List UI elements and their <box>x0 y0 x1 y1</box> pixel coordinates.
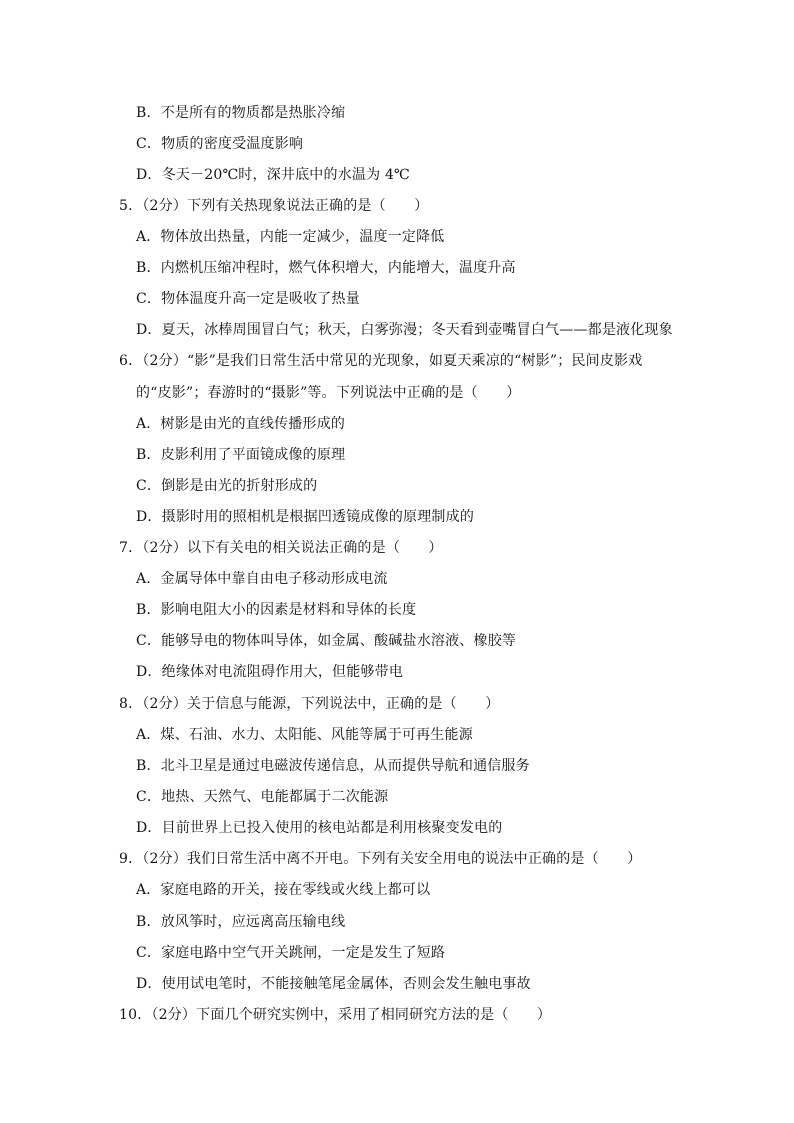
q10-stem: 10．（2分）下面几个研究实例中，采用了相同研究方法的是（ ） <box>119 1007 552 1023</box>
q6-option-c: C．倒影是由光的折射形成的 <box>136 478 318 494</box>
q5-option-a: A．物体放出热量，内能一定减少，温度一定降低 <box>136 229 445 245</box>
q9-option-b: B．放风筝时，应远离高压输电线 <box>136 914 346 930</box>
q7-option-b: B．影响电阻大小的因素是材料和导体的长度 <box>136 602 417 618</box>
q7-stem: 7．（2分）以下有关电的相关说法正确的是（ ） <box>119 540 443 556</box>
q4-option-d: D．冬天－20℃时，深井底中的水温为 4℃ <box>136 167 410 183</box>
q9-option-a: A．家庭电路的开关，接在零线或火线上都可以 <box>136 882 431 898</box>
q5-option-b: B．内燃机压缩冲程时，燃气体积增大，内能增大，温度升高 <box>136 260 516 276</box>
q8-option-c: C．地热、天然气、电能都属于二次能源 <box>136 789 389 805</box>
q4-option-c: C．物质的密度受温度影响 <box>136 136 304 152</box>
q9-option-d: D．使用试电笔时，不能接触笔尾金属体，否则会发生触电事故 <box>136 976 531 992</box>
q8-option-d: D．目前世界上已投入使用的核电站都是利用核聚变发电的 <box>136 820 503 836</box>
q6-option-a: A．树影是由光的直线传播形成的 <box>136 416 346 432</box>
q8-stem: 8．（2分）关于信息与能源，下列说法中，正确的是（ ） <box>119 696 500 712</box>
q8-option-b: B．北斗卫星是通过电磁波传递信息，从而提供导航和通信服务 <box>136 758 530 774</box>
q7-option-d: D．绝缘体对电流阻碍作用大，但能够带电 <box>136 664 404 680</box>
q7-option-c: C．能够导电的物体叫导体，如金属、酸碱盐水溶液、橡胶等 <box>136 633 517 649</box>
q9-option-c: C．家庭电路中空气开关跳闸，一定是发生了短路 <box>136 945 446 961</box>
q6-option-d: D．摄影时用的照相机是根据凹透镜成像的原理制成的 <box>136 509 475 525</box>
q6-option-b: B．皮影利用了平面镜成像的原理 <box>136 447 346 463</box>
q4-option-b: B．不是所有的物质都是热胀冷缩 <box>136 105 346 121</box>
q8-option-a: A．煤、石油、水力、太阳能、风能等属于可再生能源 <box>136 727 473 743</box>
q5-stem: 5．（2分）下列有关热现象说法正确的是（ ） <box>119 198 429 214</box>
q5-option-c: C．物体温度升高一定是吸收了热量 <box>136 291 360 307</box>
q6-stem-continued: 的“皮影”；春游时的“摄影”等。下列说法中正确的是（ ） <box>136 385 521 401</box>
q5-option-d: D．夏天，冰棒周围冒白气；秋天，白雾弥漫；冬天看到壶嘴冒白气——都是液化现象 <box>136 322 673 338</box>
q7-option-a: A．金属导体中靠自由电子移动形成电流 <box>136 571 388 587</box>
q6-stem: 6．（2分）“影”是我们日常生活中常见的光现象，如夏天乘凉的“树影”；民间皮影戏 <box>119 353 643 369</box>
q9-stem: 9．（2分）我们日常生活中离不开电。下列有关安全用电的说法中正确的是（ ） <box>119 851 642 867</box>
